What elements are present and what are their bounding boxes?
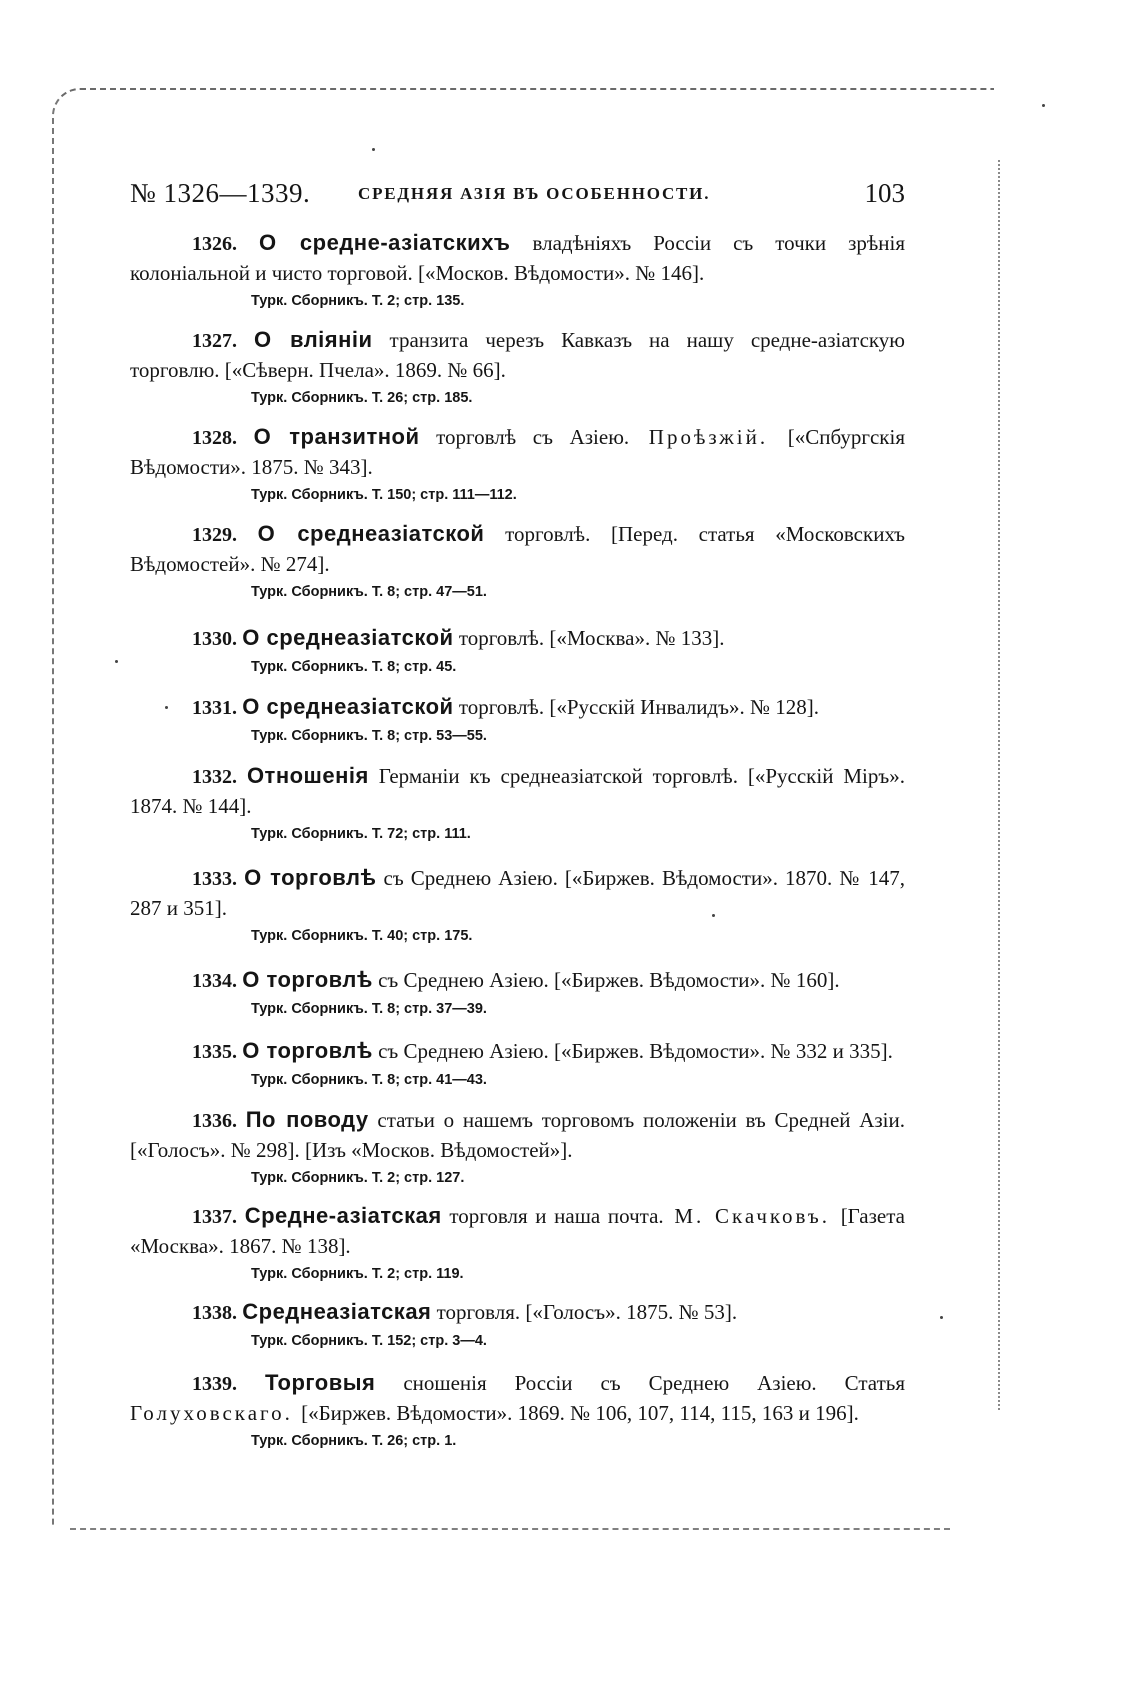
entry-1328	[130, 422, 905, 506]
running-header	[130, 178, 905, 218]
entry-keyword: О торговлѣ	[242, 967, 373, 992]
entry-text: торговля. [«Голосъ». 1875. № 53].	[431, 1300, 738, 1324]
entry-keyword: Торговыя	[264, 1370, 376, 1395]
entry-1330	[130, 623, 905, 678]
entry-number: 1331.	[192, 697, 237, 719]
entry-text: торговлѣ. [«Москва». № 133].	[453, 626, 725, 650]
entry-number: 1335.	[192, 1041, 237, 1063]
entry-number: 1329.	[192, 524, 237, 546]
entry-1331	[130, 692, 905, 747]
entry-text: торговлѣ. [«Русскій Инвалидъ». № 128].	[453, 695, 820, 719]
entry-1327	[130, 325, 905, 409]
print-speck	[940, 1316, 943, 1319]
entry-text: Германіи къ среднеазіатской торговлѣ. [«Русскій Міръ». 1874. № 144].	[130, 764, 906, 818]
entry-1338	[130, 1297, 905, 1352]
entry-source-ref: Турк. Сборникъ. Т. 8; стр. 47—51.	[251, 584, 487, 600]
entry-1336	[130, 1105, 905, 1189]
print-speck	[1042, 104, 1045, 107]
entry-text: съ Среднею Азіею. [«Биржев. Вѣдомости». № 160].	[372, 968, 840, 992]
entry-1335	[130, 1036, 905, 1091]
entry-text: торговлѣ. [Перед. статья «Московскихъ Вѣдомостей». № 274].	[130, 522, 905, 576]
entry-keyword: О среднеазіатской	[242, 694, 454, 719]
entry-number: 1334.	[192, 970, 237, 992]
entry-text-continued: [«Биржев. Вѣдомости». 1869. № 106, 107, 114, 115, 163 и 196].	[301, 1401, 859, 1425]
entry-source-ref: Турк. Сборникъ. Т. 2; стр. 135.	[251, 293, 465, 309]
entry-source-ref: Турк. Сборникъ. Т. 152; стр. 3—4.	[251, 1333, 487, 1349]
entry-keyword: О вліяніи	[254, 327, 373, 352]
entry-number: 1336.	[192, 1110, 237, 1132]
entry-source-ref: Турк. Сборникъ. Т. 150; стр. 111—112.	[251, 487, 517, 503]
entry-source-ref: Турк. Сборникъ. Т. 8; стр. 37—39.	[251, 1001, 487, 1017]
page-border-bottom	[70, 1528, 950, 1530]
entry-keyword: О среднеазіатской	[257, 521, 485, 546]
entry-number: 1328.	[192, 427, 237, 449]
entry-number: 1326.	[192, 233, 237, 255]
entry-author: М. Скачковъ.	[663, 1204, 841, 1228]
entry-keyword: Отношенія	[246, 763, 369, 788]
page-border-right	[998, 160, 1000, 1410]
entry-source-ref: Турк. Сборникъ. Т. 8; стр. 53—55.	[251, 728, 487, 744]
entry-text: транзита черезъ Кавказъ на нашу средне-азіатскую торговлю. [«Сѣверн. Пчела». 1869. № 66].	[130, 328, 905, 382]
entry-number: 1332.	[192, 766, 237, 788]
entry-keyword: О торговлѣ	[244, 865, 377, 890]
section-title: СРЕДНЯЯ АЗІЯ ВЪ ОСОБЕННОСТИ.	[358, 184, 711, 203]
entry-author: Голуховскаго.	[130, 1401, 302, 1425]
entry-number: 1333.	[192, 868, 237, 890]
entry-keyword: О транзитной	[253, 424, 420, 449]
entry-source-ref: Турк. Сборникъ. Т. 26; стр. 1.	[251, 1433, 457, 1449]
entry-author: Проѣзжій.	[629, 425, 788, 449]
entry-number: 1327.	[192, 330, 237, 352]
entry-source-ref: Турк. Сборникъ. Т. 26; стр. 185.	[251, 390, 473, 406]
entry-number: 1338.	[192, 1302, 237, 1324]
entry-text: сношенія Россіи съ Среднею Азіею. Статья	[375, 1371, 906, 1395]
entry-source-ref: Турк. Сборникъ. Т. 2; стр. 127.	[251, 1170, 465, 1186]
entry-number: 1337.	[192, 1206, 237, 1228]
entry-text: торговля и наша почта.	[441, 1204, 664, 1228]
entry-1329	[130, 519, 905, 603]
entry-text: статьи о нашемъ торговомъ положеніи въ Средней Азіи. [«Голосъ». № 298]. [Изъ «Москов. Вѣдомостей»].	[130, 1108, 906, 1162]
entry-source-ref: Турк. Сборникъ. Т. 40; стр. 175.	[251, 928, 473, 944]
entry-1334	[130, 965, 905, 1020]
entry-number: 1330.	[192, 628, 237, 650]
entry-text: съ Среднею Азіею. [«Биржев. Вѣдомости». 1870. № 147, 287 и 351].	[130, 866, 905, 920]
entry-1339	[130, 1368, 905, 1452]
entry-keyword: О среднеазіатской	[242, 625, 454, 650]
entry-1332	[130, 761, 905, 845]
entry-keyword: О торговлѣ	[242, 1038, 373, 1063]
print-speck	[115, 660, 118, 663]
entry-1337	[130, 1201, 905, 1285]
entry-range: № 1326—1339.	[130, 178, 311, 208]
print-speck	[372, 148, 375, 151]
entry-text-continued: [«Спбургскія Вѣдомости». 1875. № 343].	[130, 425, 905, 479]
entry-1333	[130, 863, 905, 947]
entry-number: 1339.	[192, 1373, 237, 1395]
entry-1326	[130, 228, 905, 312]
bibliography-list	[130, 228, 905, 1452]
entry-text-continued: [Газета «Москва». 1867. № 138].	[130, 1204, 905, 1258]
entry-keyword: Среднеазіатская	[242, 1299, 432, 1324]
entry-text: владѣніяхъ Россіи съ точки зрѣнія колоніальной и чисто торговой. [«Москов. Вѣдомости». № 146].	[130, 231, 906, 285]
entry-source-ref: Турк. Сборникъ. Т. 72; стр. 111.	[251, 826, 471, 842]
entry-text: съ Среднею Азіею. [«Биржев. Вѣдомости». № 332 и 335].	[372, 1039, 893, 1063]
entry-source-ref: Турк. Сборникъ. Т. 2; стр. 119.	[251, 1266, 464, 1282]
entry-text: торговлѣ съ Азіею.	[419, 425, 630, 449]
entry-keyword: О средне-азіатскихъ	[258, 230, 511, 255]
entry-source-ref: Турк. Сборникъ. Т. 8; стр. 45.	[251, 659, 457, 675]
entry-keyword: Средне-азіатская	[244, 1203, 442, 1228]
entry-keyword: По поводу	[245, 1107, 369, 1132]
entry-source-ref: Турк. Сборникъ. Т. 8; стр. 41—43.	[251, 1072, 487, 1088]
page-number: 103	[864, 178, 905, 208]
